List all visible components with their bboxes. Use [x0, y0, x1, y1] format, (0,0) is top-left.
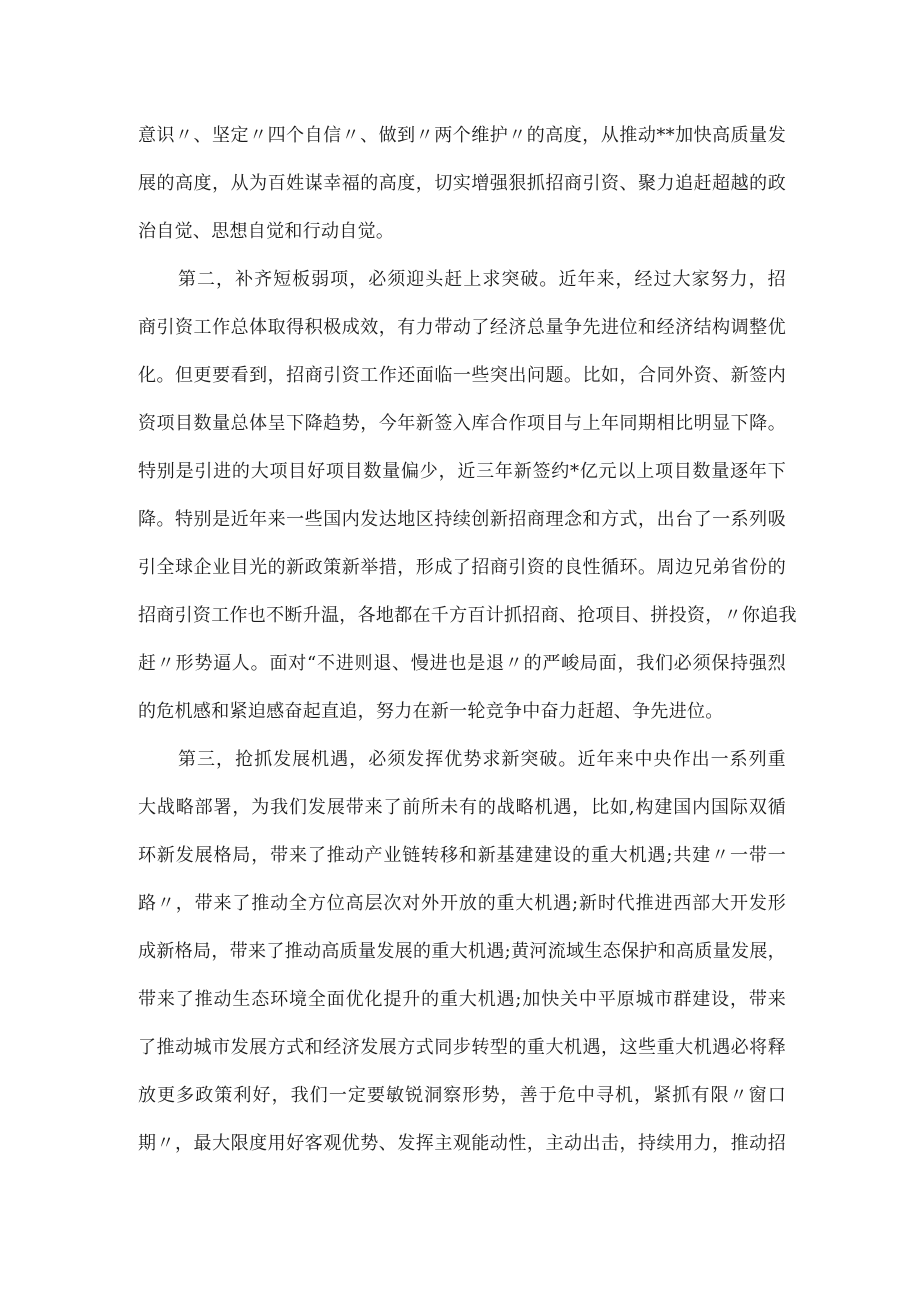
paragraph-start-line: 第二，补齐短板弱项，必须迎头赶上求突破。近年来，经过大家努力，招 — [178, 269, 786, 290]
text-line: 招商引资工作也不断升温，各地都在千方百计抓招商、抢项目、拼投资，〃你追我 — [138, 605, 797, 626]
text-line: 化。但更要看到，招商引资工作还面临一些突出问题。比如，合同外资、新签内 — [138, 365, 786, 386]
paragraph-start-line: 第三，抢抓发展机遇，必须发挥优势求新突破。近年来中央作出一系列重 — [178, 749, 786, 770]
body-text — [138, 112, 797, 1168]
text-line: 期〃，最大限度用好客观优势、发挥主观能动性，主动出击，持续用力，推动招 — [138, 1133, 786, 1154]
text-line: 商引资工作总体取得积极成效，有力带动了经济总量争先进位和经济结构调整优 — [138, 317, 786, 338]
text-line: 路〃，带来了推动全方位高层次对外开放的重大机遇;新时代推进西部大开发形 — [138, 893, 786, 914]
text-line: 放更多政策利好，我们一定要敏锐洞察形势，善于危中寻机，紧抓有限〃窗口 — [138, 1085, 786, 1106]
text-line: 成新格局，带来了推动高质量发展的重大机遇;黄河流域生态保护和高质量发展， — [138, 941, 786, 962]
text-line: 环新发展格局，带来了推动产业链转移和新基建建设的重大机遇;共建〃一带一 — [138, 845, 786, 866]
text-line: 大战略部署，为我们发展带来了前所未有的战略机遇，比如,构建国内国际双循 — [138, 797, 786, 818]
text-line: 带来了推动生态环境全面优化提升的重大机遇;加快关中平原城市群建设，带来 — [138, 989, 786, 1010]
text-line: 特别是引进的大项目好项目数量偏少，近三年新签约*亿元以上项目数量逐年下 — [138, 461, 786, 482]
text-line: 的危机感和紧迫感奋起直追，努力在新一轮竞争中奋力赶超、争先进位。 — [138, 701, 724, 722]
text-line: 了推动城市发展方式和经济发展方式同步转型的重大机遇，这些重大机遇必将释 — [138, 1037, 786, 1058]
text-line: 治自觉、思想自觉和行动自觉。 — [138, 221, 395, 242]
text-line: 降。特别是近年来一些国内发达地区持续创新招商理念和方式，出台了一系列吸 — [138, 509, 786, 530]
text-line: 引全球企业目光的新政策新举措，形成了招商引资的良性循环。周边兄弟省份的 — [138, 557, 786, 578]
text-line: 展的高度，从为百姓谋幸福的高度，切实增强狠抓招商引资、聚力追赶超越的政 — [138, 173, 786, 194]
text-line: 资项目数量总体呈下降趋势，今年新签入库合作项目与上年同期相比明显下降。 — [138, 413, 786, 434]
text-line: 赶〃形势逼人。面对“不进则退、慢进也是退〃的严峻局面，我们必须保持强烈 — [138, 653, 786, 674]
text-line: 意识〃、坚定〃四个自信〃、做到〃两个维护〃的高度，从推动**加快高质量发 — [138, 125, 786, 146]
